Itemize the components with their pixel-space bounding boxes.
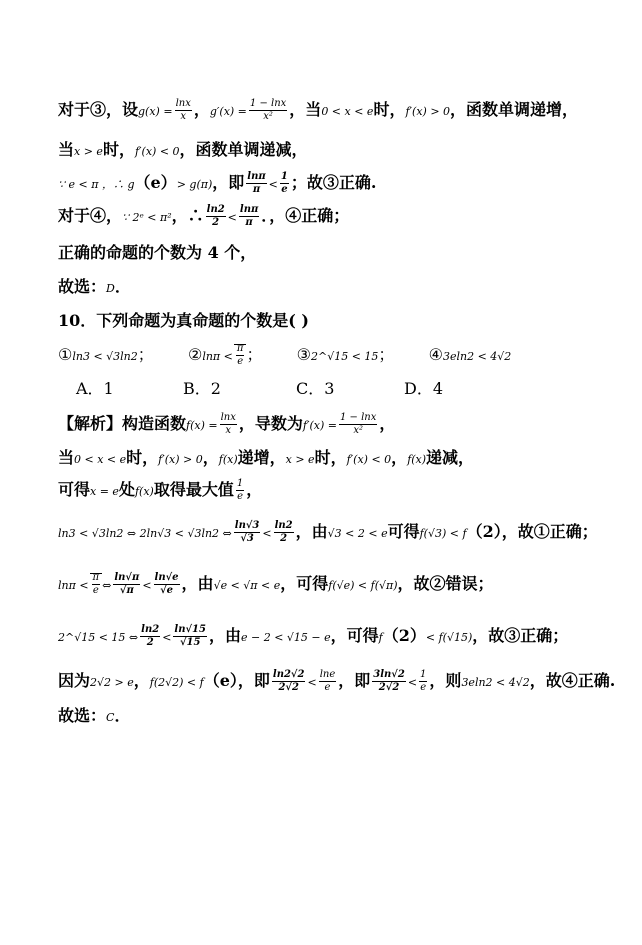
text-run: ，则 — [429, 671, 462, 690]
prev-line-6 — [58, 276, 622, 300]
fraction — [280, 171, 289, 196]
analysis-line-2 — [58, 447, 622, 471]
analysis-line-4 — [58, 520, 622, 545]
fraction — [175, 98, 192, 123]
text-run: x² — [353, 425, 363, 436]
text-run: ln2 — [274, 520, 293, 531]
text-run: √3 — [240, 533, 254, 544]
question-stem: 10．下列命题为真命题的个数是( ) — [58, 311, 309, 330]
text-run: x = e — [90, 485, 119, 498]
analysis-line-7 — [58, 669, 622, 694]
text-run: √e — [160, 585, 173, 596]
text-run: f′(x) > 0 — [158, 453, 203, 466]
text-run: lnπ — [247, 171, 266, 182]
text-run: ，可得 — [280, 574, 329, 593]
text-run: ② — [187, 345, 203, 364]
text-run: ，∴ — [171, 206, 204, 225]
item-2 — [187, 343, 263, 367]
fraction — [234, 520, 261, 545]
text-run: g(x) = — [138, 105, 173, 118]
prev-line-5: 正确的命题的个数为 4 个， — [58, 243, 257, 262]
text-run: ， — [379, 414, 396, 433]
text-run: 故选： — [58, 706, 107, 725]
text-run: ；故③正确. — [290, 173, 377, 192]
text-run: ln2 — [206, 204, 225, 215]
text-run: 3eln2 < 4√2 — [442, 350, 512, 363]
fraction — [220, 412, 237, 437]
option-a: A．1 — [76, 379, 114, 398]
text-run: e — [92, 585, 99, 596]
fraction — [372, 669, 406, 694]
text-run: ，由 — [208, 626, 241, 645]
text-run: ln√e — [154, 572, 179, 583]
text-run: 时， — [126, 448, 159, 467]
analysis-line-3 — [58, 478, 622, 503]
text-run: 故选： — [58, 277, 107, 296]
text-run: 递减， — [426, 448, 475, 467]
text-run: ln3 < √3ln2 ⇔ 2ln√3 < √3ln2 ⇔ — [58, 527, 232, 540]
fraction — [274, 520, 294, 545]
fraction — [339, 412, 377, 437]
analysis-line-6 — [58, 624, 622, 649]
text-run: f′(x) < 0 — [134, 145, 180, 158]
text-run: lnπ < — [202, 350, 233, 363]
question-items — [58, 343, 622, 368]
text-run: ； — [137, 345, 154, 364]
fraction — [236, 343, 245, 368]
text-run: 处 — [118, 480, 135, 499]
text-run: 2√2 — [378, 682, 400, 693]
text-run: ③ — [296, 345, 311, 364]
text-run: ，可得 — [330, 626, 379, 645]
text-run: 取得最大值 — [153, 480, 234, 499]
fraction — [272, 669, 306, 694]
text-run: ln2√2 — [272, 669, 305, 680]
text-run: < — [142, 579, 152, 592]
text-run: f′(x) < 0 — [346, 453, 392, 466]
item-3 — [297, 345, 395, 364]
text-run: ，故④正确. — [529, 671, 616, 690]
text-run: 可得 — [387, 522, 420, 541]
prev-line-4 — [58, 204, 622, 229]
text-run: f(x) — [407, 453, 427, 466]
text-run: （e），即 — [203, 671, 270, 690]
text-run: x — [225, 425, 232, 436]
text-run: 时， — [314, 448, 347, 467]
text-run: ， — [391, 448, 408, 467]
option-c: C．3 — [296, 379, 335, 398]
fraction — [236, 478, 244, 503]
text-run: e — [281, 184, 288, 195]
text-run: ln√π — [114, 572, 140, 583]
text-run: lnπ < — [58, 579, 89, 592]
fraction — [113, 572, 140, 597]
text-run: π — [252, 184, 261, 195]
text-run: 当 — [58, 448, 75, 467]
fraction — [246, 171, 266, 196]
text-run: < — [407, 676, 418, 689]
fraction — [92, 572, 101, 597]
fraction — [206, 204, 226, 229]
text-run: ， — [202, 448, 219, 467]
text-run: f(√3) < f — [419, 527, 467, 540]
text-run: ，由 — [181, 574, 214, 593]
text-run: f(√e) < f(√π) — [328, 579, 398, 592]
prev-line-2 — [58, 139, 622, 163]
text-run: f(x) = — [186, 419, 218, 432]
text-run: < — [162, 631, 172, 644]
text-run: e — [420, 682, 427, 693]
fraction — [239, 204, 259, 229]
text-run: ，即 — [212, 173, 245, 192]
prev-line-1 — [58, 98, 622, 123]
text-run: （2） — [382, 626, 426, 645]
fraction — [319, 669, 337, 694]
text-run: 对于③，设 — [58, 100, 139, 119]
text-run: lnx — [175, 98, 191, 109]
text-run: f(x) — [218, 453, 238, 466]
text-run: 可得 — [58, 480, 91, 499]
text-run: （e） — [134, 173, 177, 192]
text-run: √e < √π < e — [213, 579, 281, 592]
text-run: C — [106, 711, 115, 724]
text-run: ，函数单调递减， — [179, 140, 308, 159]
text-run: x — [180, 111, 187, 122]
text-run: ln2 — [141, 624, 160, 635]
text-run: f(x) — [134, 485, 154, 498]
text-run: 2 — [212, 217, 220, 228]
text-run: ∵ e < π ， — [58, 178, 113, 191]
text-run: ，故②错误； — [397, 574, 494, 593]
text-run: D — [106, 282, 115, 295]
text-run: 2√2 — [278, 682, 299, 693]
text-run: 时， — [373, 100, 406, 119]
fraction — [140, 624, 160, 649]
text-run: ， — [133, 671, 150, 690]
fraction — [154, 572, 180, 597]
text-run: lnπ — [239, 204, 259, 215]
sqrt-sign — [234, 343, 247, 367]
text-run: f(2√2) < f — [149, 676, 204, 689]
text-run: e − 2 < √15 − e — [240, 631, 331, 644]
text-run: ，函数单调递增， — [450, 100, 579, 119]
text-run: g′(x) = — [209, 105, 247, 118]
text-run: 1 — [236, 478, 244, 489]
text-run: 对于④， — [58, 206, 123, 225]
text-run: < f(√15) — [425, 631, 473, 644]
text-run: （2），故①正确； — [466, 522, 598, 541]
fraction — [249, 98, 287, 123]
text-run: 2^√15 < 15 — [310, 350, 379, 363]
text-run: 递增， — [237, 448, 286, 467]
text-run: π — [245, 217, 253, 228]
text-run: e — [324, 682, 331, 693]
text-run: √3 < 2 < e — [327, 527, 388, 540]
text-run: x > e — [285, 453, 315, 466]
text-run: 当 — [58, 140, 75, 159]
text-run: √15 — [179, 637, 201, 648]
text-run: e — [237, 356, 244, 367]
text-run: 3ln√2 — [373, 669, 405, 680]
text-run: < — [262, 527, 272, 540]
text-run: f — [378, 631, 383, 644]
text-run: f′(x) > 0 — [405, 105, 451, 118]
text-run: 0 < x < e — [321, 105, 374, 118]
text-run: 1 — [420, 669, 427, 680]
text-run: x² — [263, 111, 273, 122]
text-run: lnx — [220, 412, 236, 423]
item-4 — [429, 345, 512, 364]
text-run: 时， — [102, 140, 135, 159]
prev-line-3 — [58, 171, 622, 196]
text-run: ⇔ — [102, 579, 112, 592]
fraction — [419, 669, 427, 694]
text-run: < — [227, 211, 237, 224]
text-run: ln3 < √3ln2 — [72, 350, 138, 363]
text-run: < — [268, 178, 278, 191]
text-run: 1 − lnx — [249, 98, 287, 109]
text-run: ln√3 — [234, 520, 260, 531]
text-run: ，当 — [289, 100, 322, 119]
sqrt-sign — [90, 572, 103, 596]
text-run: √π — [119, 585, 134, 596]
text-run: ； — [246, 345, 263, 364]
text-run: ，由 — [295, 522, 328, 541]
text-run: 因为 — [58, 671, 91, 690]
text-run: ．，④正确； — [261, 206, 350, 225]
text-run: < — [307, 676, 317, 689]
text-run: π — [236, 343, 244, 354]
text-run: ① — [58, 345, 73, 364]
text-run: 2√2 > e — [90, 676, 134, 689]
text-run: ， — [193, 100, 210, 119]
text-run: 2 — [146, 637, 154, 648]
text-run: ，故③正确； — [472, 626, 569, 645]
text-run: f′(x) = — [302, 419, 337, 432]
text-run: 0 < x < e — [74, 453, 127, 466]
option-d: D．4 — [404, 379, 444, 398]
item-1 — [58, 345, 154, 364]
text-run: ∵ 2ᵉ < π² — [122, 211, 172, 224]
text-run: lne — [319, 669, 336, 680]
option-b: B．2 — [183, 379, 221, 398]
text-run: 2^√15 < 15 ⇔ — [58, 631, 139, 644]
text-run: 3eln2 < 4√2 — [461, 676, 530, 689]
text-run: ． — [114, 277, 131, 296]
text-run: 2 — [280, 533, 288, 544]
text-run: x > e — [74, 145, 103, 158]
text-run: ； — [378, 345, 395, 364]
text-run: π — [92, 572, 100, 583]
text-run: ，导数为 — [238, 414, 303, 433]
text-run: ∴ g — [112, 178, 135, 191]
text-run: ， — [246, 480, 263, 499]
fraction — [173, 624, 207, 649]
analysis-line-8 — [58, 705, 622, 729]
text-run: ln√15 — [174, 624, 206, 635]
text-run: ④ — [428, 345, 443, 364]
text-run: 【解析】构造函数 — [58, 414, 187, 433]
analysis-line-5 — [58, 572, 622, 597]
text-run: ． — [114, 706, 131, 725]
text-run: e — [237, 491, 243, 502]
text-run: ，即 — [338, 671, 371, 690]
text-run: 1 − lnx — [339, 412, 377, 423]
analysis-line-1 — [58, 412, 622, 437]
text-run: > g(π) — [176, 178, 213, 191]
text-run: 1 — [280, 171, 288, 182]
